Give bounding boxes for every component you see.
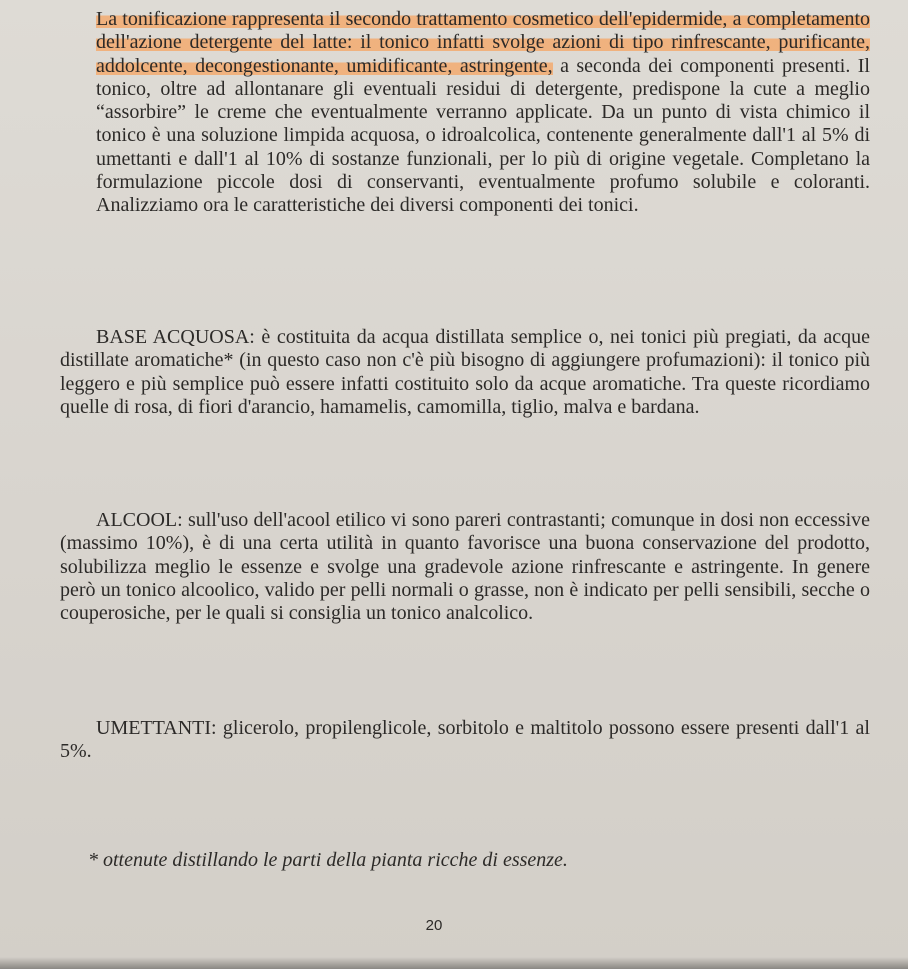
- paragraph-tonificazione: [60, 8, 870, 218]
- page-edge-shadow: [0, 957, 908, 969]
- footnote: * ottenute distillando le parti della pianta ricche di essenze.: [88, 849, 568, 871]
- paragraph-alcool: ALCOOL: sull'uso dell'acool etilico vi sono pareri contrastanti; comunque in dosi non eccessive (massimo 10%), è di una certa utilità in quanto favorisce una buona conservazione del prodotto, solubilizza meglio le essenze e svolge una gradevole azione rinfrescante e astringente. In genere però un tonico alcoolico, valido per pelli normali o grasse, non è indicato per pelli sensibili, secche o couperosiche, per le quali si consiglia un tonico analcolico.: [60, 509, 870, 625]
- highlighted-text: La tonificazione rappresenta il secondo trattamento cosmetico dell'epidermide, a completamento dell'azione detergente del latte: il tonico infatti svolge azioni di tipo rinfrescante, purificante, addolcente, decongestionante, umidificante, astringente,: [96, 8, 870, 77]
- paragraph-base-acquosa: BASE ACQUOSA: è costituita da acqua distillata semplice o, nei tonici più pregiati, da acque distillate aromatiche* (in questo caso non c'è più bisogno di aggiungere profumazioni): il tonico più leggero e più semplice può essere infatti costituito solo da acque aromatiche. Tra queste ricordiamo quelle di rosa, di fiori d'arancio, hamamelis, camomilla, tiglio, malva e bardana.: [60, 326, 870, 418]
- page-number: 20: [425, 917, 443, 934]
- paragraph-umettanti: UMETTANTI: glicerolo, propilenglicole, sorbitolo e maltitolo possono essere presenti dall'1 al 5%.: [60, 717, 870, 763]
- paragraph-text: a seconda dei componenti presenti. Il tonico, oltre ad allontanare gli eventuali residui di detergente, predispone la cute a meglio “assorbire” le creme che eventualmente verranno applicate. Da un punto di vista chimico il tonico è una soluzione limpida acquosa, o idroalcolica, contenente generalmente dall'1 al 5% di umettanti e dall'1 al 10% di sostanze funzionali, per lo più di origine vegetale. Completano la formulazione piccole dosi di conservanti, eventualmente profumo solubile e coloranti. Analizziamo ora le caratteristiche dei diversi componenti dei tonici.: [96, 54, 870, 217]
